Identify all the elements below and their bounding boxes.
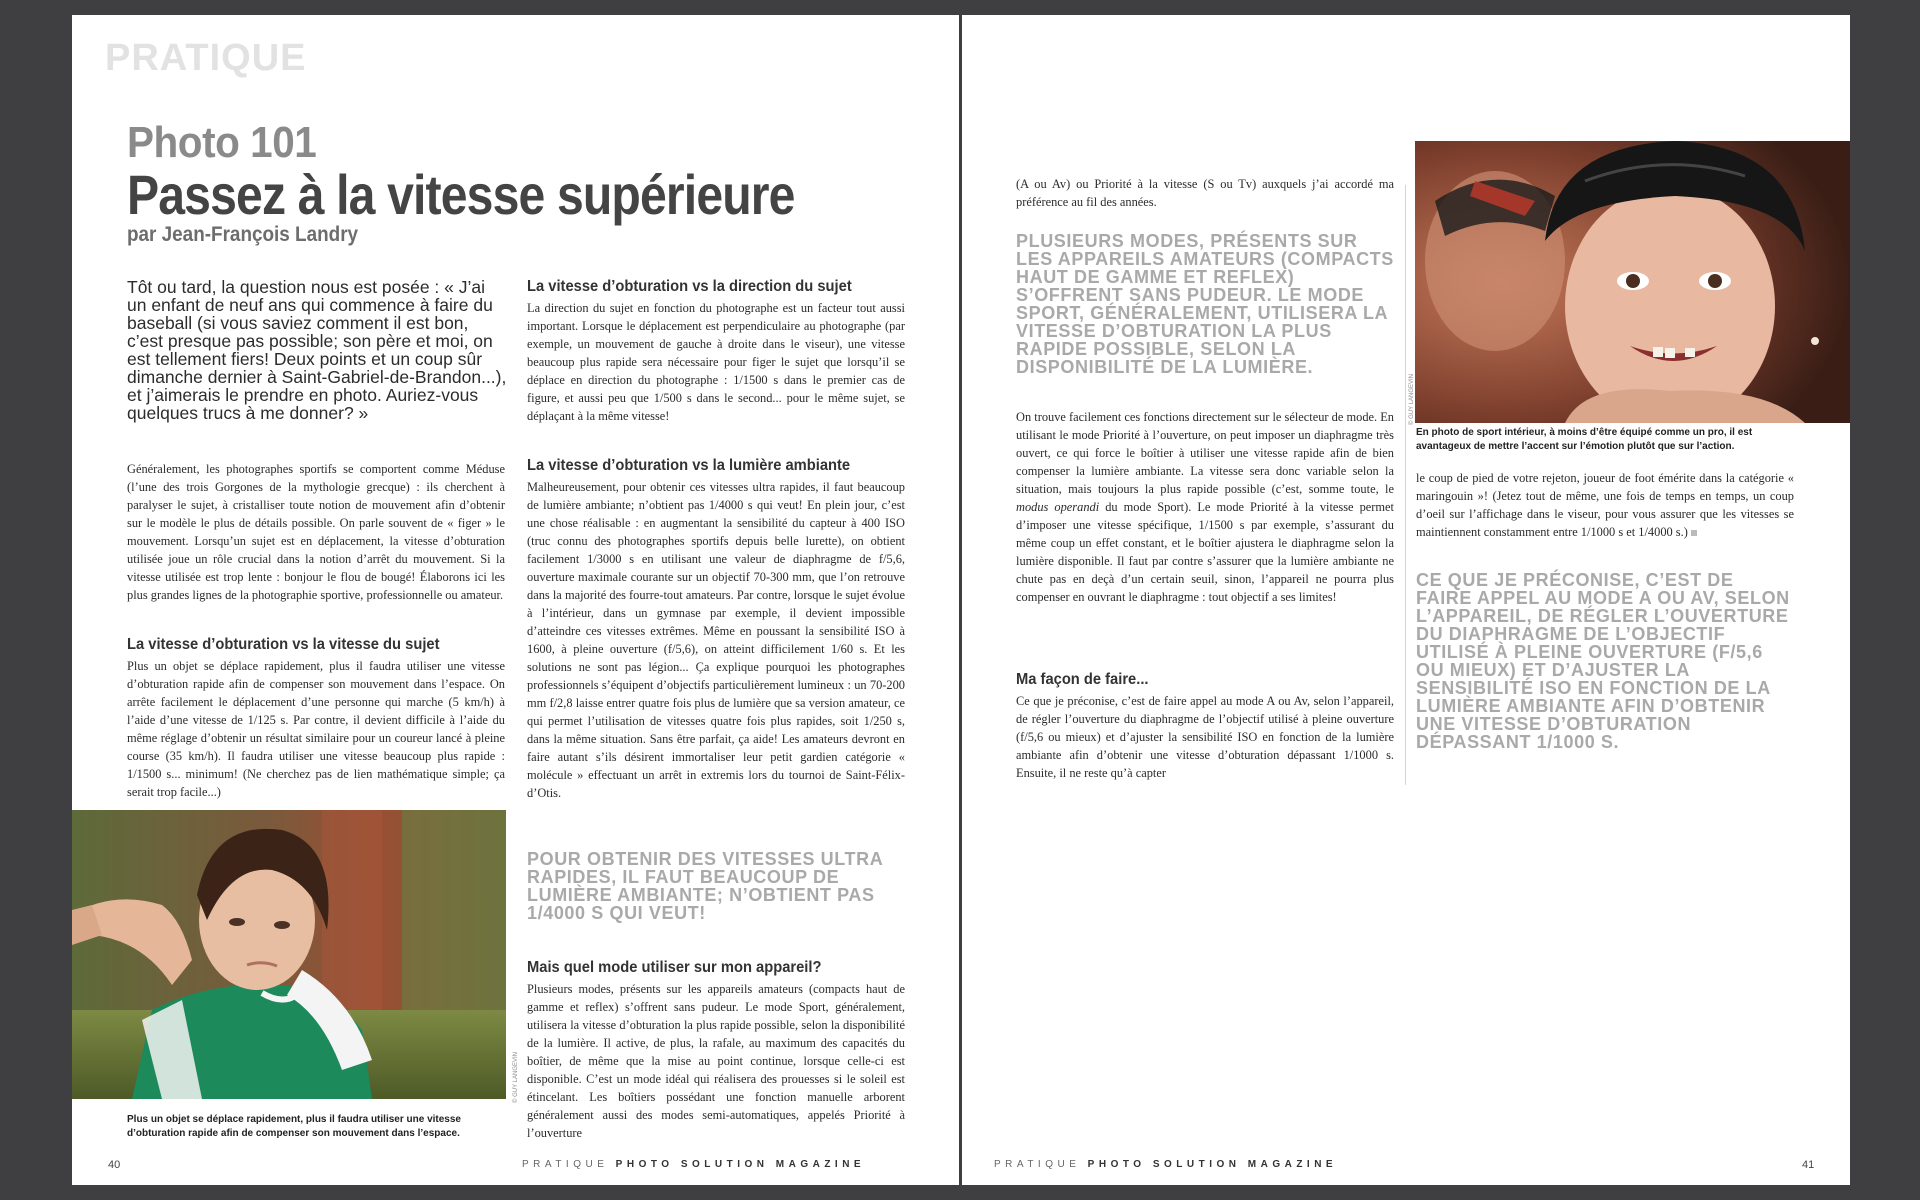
- page-number-left: 40: [108, 1159, 121, 1171]
- page-number-right: 41: [1802, 1159, 1815, 1171]
- girl-photo-illustration: [1415, 141, 1850, 423]
- running-footer-right: [994, 1159, 1337, 1170]
- section-my-way: [1016, 671, 1394, 782]
- left-page: [72, 15, 959, 1185]
- pull-quote-1: POUR OBTENIR DES VITESSES ULTRA RAPIDES, IL FAUT BEAUCOUP DE LUMIÈRE AMBIANTE; N’OBTIENT PAS 1/4000 S QUI VEUT!: [527, 849, 883, 923]
- photo-boy-soccer: [72, 810, 506, 1099]
- footer-magazine: PHOTO SOLUTION MAGAZINE: [1087, 1159, 1338, 1170]
- photo2-credit: © GUY LANGEVIN: [1409, 374, 1415, 425]
- section-speed-direction-text: La direction du sujet en fonction du photographe est un facteur tout aussi important. Lorsque le déplacement est perpendiculaire au photographe (par exemple, un mouvement de gauche à droite dans le viseur), une vitesse beaucoup plus rapide sera nécessaire pour figer le sujet que lorsqu’il se déplace en direction du photographe : 1/1500 s dans le premier cas de figure, et aussi peu que 1/500 s dans le second... pour le même sujet, se déplaçant à la même vitesse!: [527, 301, 905, 423]
- column-rule: [1405, 185, 1406, 785]
- section-which-mode: [527, 959, 905, 1142]
- column2-paragraph: [1416, 469, 1794, 541]
- subhead-speed-direction: La vitesse d’obturation vs la direction du sujet: [527, 278, 852, 295]
- modes-paragraph-b: du mode Sport). Le mode Priorité à la vitesse permet d’imposer une vitesse spécifique, 1/1500 s par exemple, s’assurant du même coup un effet constant, et le boîtier ajustera le diaphragme selon la lumière disponible. Il faut par contre s’assurer que la lumière ambiante ne chute pas en deçà d’un certain seuil, sinon, l’appareil ne pourra plus compenser en ouvrant le diaphragme : tout objectif a ses limites!: [1016, 500, 1394, 604]
- photo1-caption: Plus un objet se déplace rapidement, plus il faudra utiliser une vitesse d’obturation rapide afin de compenser son mouvement dans l’espace.: [127, 1114, 461, 1139]
- running-footer-left: [522, 1159, 865, 1170]
- pull-quote-2: PLUSIEURS MODES, PRÉSENTS SUR LES APPAREILS AMATEURS (COMPACTS HAUT DE GAMME ET REFLEX) S’OFFRENT SANS PUDEUR. LE MODE SPORT, GÉNÉRALEMENT, UTILISERA LA VITESSE D’OBTURATION LA PLUS RAPIDE POSSIBLE, SELON LA DISPONIBILITÉ DE LA LUMIÈRE.: [1016, 231, 1394, 377]
- boy-photo-illustration: [72, 810, 506, 1099]
- footer-magazine: PHOTO SOLUTION MAGAZINE: [615, 1159, 866, 1170]
- column2-text: le coup de pied de votre rejeton, joueur de foot émérite dans la catégorie « maringouin »! (Jetez tout de même, une fois de temps en temps, un coup d’oeil sur l’affichage dans le viseur, pour vous assurer que les vitesses se maintiennent constamment entre 1/1000 s et 1/4000 s.): [1416, 471, 1794, 539]
- subhead-my-way: Ma façon de faire...: [1016, 671, 1149, 688]
- photo-girl-swim-cap: [1415, 141, 1850, 423]
- section-speed-subject-text: Plus un objet se déplace rapidement, plus il faudra utiliser une vitesse d’obturation rapide afin de compenser son mouvement dans l’espace. On arrête facilement le déplacement d’une personne qui marche (5 km/h) à l’aide d’une vitesse de 1/125 s. Par contre, il devient difficile à l’aide du même réglage d’obtenir un résultat similaire pour un coureur lancé à pleine course (35 km/h). Il faudra utiliser une vitesse beaucoup plus rapide : 1/1500 s... minimum! (Ne cherchez pas de lien mathématique simple; ça serait trop facile...): [127, 659, 505, 799]
- photo2-caption: En photo de sport intérieur, à moins d’être équipé comme un pro, il est avantageux de mettre l’accent sur l’émotion plutôt que sur l’action.: [1416, 427, 1753, 452]
- modes-paragraph: [1016, 408, 1394, 606]
- section-my-way-text: Ce que je préconise, c’est de faire appel au mode A ou Av, selon l’appareil, de régler l’ouverture du diaphragme de l’objectif utilisé à pleine ouverture (f/5,6 ou mieux) et d’ajuster la sensibilité ISO en fonction de la lumière ambiante afin d’obtenir une vitesse d’obturation dépassant 1/1000 s. Ensuite, il ne reste qu’à capter: [1016, 694, 1394, 780]
- intro-paragraph: Généralement, les photographes sportifs se comportent comme Méduse (l’une des trois Gorgones de la mythologie grecque) : ils cherchent à paralyser le sujet, à cristalliser toute notion de mouvement afin d’obtenir sur le modèle le plus de détails possible. On parle souvent de « figer » le mouvement. Lorsqu’un sujet est en déplacement, la vitesse d’obturation utilisée joue un rôle crucial dans la notion d’arrêt du mouvement. Si la vitesse utilisée est trop lente : bonjour le flou de bougé! Élaborons ici les plus grandes lignes de la photographie sportive, professionnelle ou amateur.: [127, 462, 505, 602]
- section-speed-direction: [527, 278, 905, 425]
- subhead-ambient-light: La vitesse d’obturation vs la lumière ambiante: [527, 457, 851, 474]
- modus-operandi: modus operandi: [1016, 500, 1100, 514]
- article-kicker: Photo 101: [127, 118, 317, 167]
- section-tag: PRATIQUE: [105, 37, 307, 79]
- photo1-credit: © GUY LANGEVIN: [513, 1052, 519, 1103]
- section-which-mode-text: Plusieurs modes, présents sur les appareils amateurs (compacts haut de gamme et reflex) s’offrent sans pudeur. Le mode Sport, généralement, utilisera la vitesse d’obturation la plus rapide possible, selon la disponibilité de la lumière. Il active, de plus, la rafale, au maximum des capacités du boîtier, de même que la mise au point continue, lorsque celle-ci est disponible. C’est un mode idéal qui réalisera des prouesses si le soleil est étincelant. Les boîtiers possédant une fonction manuelle arborent généralement aussi des modes semi-automatiques, appelés Priorité à l’ouverture: [527, 982, 905, 1140]
- lede-paragraph: Tôt ou tard, la question nous est posée : « J’ai un enfant de neuf ans qui commence à faire du baseball (si vous saviez comment il est bon, c’est presque pas possible; son père et moi, on est tellement fiers! Deux points et un coup sûr dimanche dernier à Saint-Gabriel-de-Brandon...), et j’aimerais le prendre en photo. Auriez-vous quelques trucs à me donner? »: [127, 277, 507, 423]
- modes-paragraph-a: On trouve facilement ces fonctions directement sur le sélecteur de mode. En utilisant le mode Priorité à l’ouverture, on peut imposer un diaphragme très ouvert, ce qui force le boîtier à utiliser une vitesse rapide afin de bien compenser la lumière ambiante. La vitesse sera donc variable selon la situation, mais toujours la plus rapide possible (c’est, somme toute, le: [1016, 410, 1394, 496]
- byline: par Jean-François Landry: [127, 223, 359, 246]
- subhead-which-mode: Mais quel mode utiliser sur mon appareil?: [527, 959, 822, 976]
- continued-paragraph: (A ou Av) ou Priorité à la vitesse (S ou Tv) auxquels j’ai accordé ma préférence au fil des années.: [1016, 177, 1394, 209]
- footer-section: PRATIQUE: [994, 1159, 1081, 1170]
- pull-quote-3: CE QUE JE PRÉCONISE, C’EST DE FAIRE APPEL AU MODE A OU AV, SELON L’APPAREIL, DE RÉGLER L’OUVERTURE DU DIAPHRAGME DE L’OBJECTIF UTILISÉ À PLEINE OUVERTURE (F/5,6 OU MIEUX) ET D’AJUSTER LA SENSIBILITÉ ISO EN FONCTION DE LA LUMIÈRE AMBIANTE AFIN D’OBTENIR UNE VITESSE D’OBTURATION DÉPASSANT 1/1000 S.: [1416, 570, 1790, 752]
- article-headline: Passez à la vitesse supérieure: [127, 163, 795, 226]
- section-speed-subject: [127, 636, 505, 801]
- footer-section: PRATIQUE: [522, 1159, 609, 1170]
- section-ambient-light: [527, 457, 905, 802]
- right-page: [962, 15, 1850, 1185]
- section-ambient-light-text: Malheureusement, pour obtenir ces vitesses ultra rapides, il faut beaucoup de lumière ambiante; n’obtient pas 1/4000 s qui veut! En plein jour, c’est une chose réalisable : en augmentant la sensibilité du capteur à 400 ISO (truc connu des photographes sportifs depuis belle lurette), on obtient facilement 1/3000 s en utilisant une valeur de diaphragme de f/5,6, ouverture maximale courante sur un objectif 70-300 mm, que l’on retrouve dans la majorité des fourre-tout amateurs. Par contre, lorsque le sujet évolue à l’intérieur, dans un gymnase par exemple, il devient impossible d’atteindre ces vitesses extrêmes. Même en poussant la sensibilité ISO à 1600, à pleine ouverture (f/5,6), on atteint difficilement 1/60 s. Et les solutions ne sont pas légion... Ça explique pourquoi les photographes professionnels s’équipent d’objectifs particulièrement lumineux : un 70-200 mm f/2,8 laisse entrer quatre fois plus de lumière que sa version amateur, ce qui permet l’utilisation de vitesses quatre fois plus rapides, soit 1/250 s, dans la même situation. Sans être parfait, ça aide! Les amateurs devront en faire autant s’ils désirent immortaliser leur petit gardien catégorie « molécule » effectuant un arrêt in extremis lors du tournoi de Saint-Félix-d’Otis.: [527, 480, 905, 800]
- end-of-article-mark: [1691, 530, 1697, 536]
- subhead-speed-subject: La vitesse d’obturation vs la vitesse du sujet: [127, 636, 440, 653]
